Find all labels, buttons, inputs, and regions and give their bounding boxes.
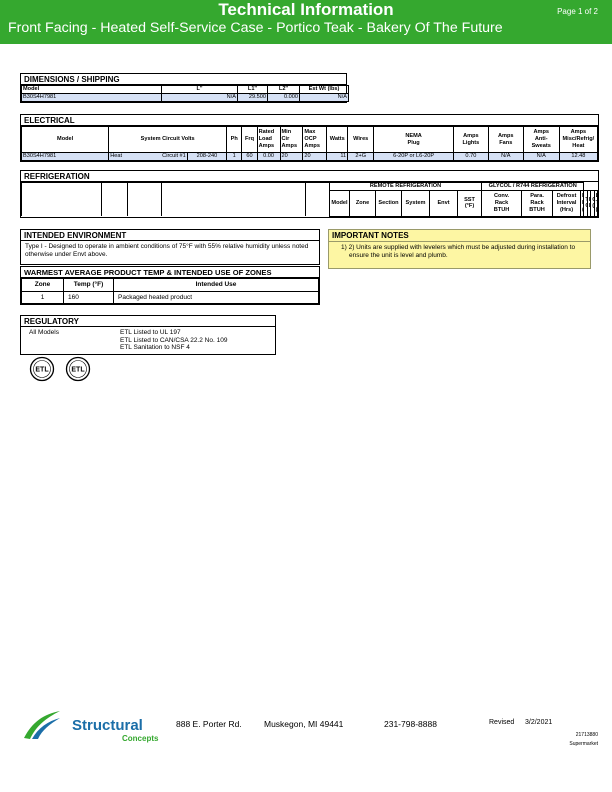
warmest-use: Packaged heated product [114,292,319,304]
dim-l: N/A [162,93,238,101]
svg-text:ETL: ETL [35,366,49,374]
elec-frq: 60 [242,153,257,161]
refr-header-para: Para. Rack BTUH [522,190,553,216]
etl-sanitation-logo [65,356,91,382]
page-number: Page 1 of 2 [557,7,598,16]
elec-wires: 2+G [348,153,374,161]
elec-model: B30S4H7981 [22,153,109,161]
list-item: ETL Listed to UL 197 [120,329,181,336]
elec-header-wires: Wires [348,127,374,153]
list-item: ETL Listed to CAN/CSA 22.2 No. 109 [120,336,228,344]
footer-phone: 231-798-8888 [384,719,437,729]
dim-header-model: Model [22,86,162,94]
swoosh-icon [22,708,62,742]
elec-nema: 6-20P or L6-20P [374,153,454,161]
table-row [22,292,319,304]
important-notes-heading: IMPORTANT NOTES [329,230,590,242]
refr-header-defdur [581,190,584,216]
table-row [22,153,598,161]
warmest-temp-heading: WARMEST AVERAGE PRODUCT TEMP & INTENDED USE OF ZONES [21,267,319,278]
elec-header-rla: Rated Load Amps [257,127,280,153]
elec-header-volts: System Circuit Volts [109,127,227,153]
intended-environment-heading: INTENDED ENVIRONMENT [21,230,319,241]
refr-header-defint: Defrost Interval (Hrs) [553,190,581,216]
dim-header-l1: L1" [238,86,268,94]
regulatory-list [120,329,227,352]
elec-volts: 208-240 [187,153,226,161]
elec-mocp: 20 [303,153,327,161]
dim-header-l2: L2" [268,86,300,94]
elec-header-mca: Min Cir Amps [280,127,303,153]
warmest-temp-table [21,278,319,304]
glycol-refrigeration-label: GLYCOL / R744 REFRIGERATION [482,183,584,191]
refr-header-section: Section [376,190,402,216]
dimensions-section [20,73,347,103]
list-item: ETL Sanitation to NSF 4 [120,344,190,351]
dim-header-weight: Est Wt (lbs) [300,86,349,94]
dim-weight: N/A [300,93,349,101]
structural-concepts-logo [22,708,172,744]
elec-header-ph: Ph [227,127,242,153]
footer-address: 888 E. Porter Rd. [176,719,242,729]
refr-header-zone: Zone [350,190,376,216]
important-notes-section [328,229,591,269]
elec-mca: 20 [280,153,303,161]
table-row [22,93,349,101]
page-subtitle: Front Facing - Heated Self-Service Case - Portico Teak - Bakery Of The Future [8,20,503,36]
dimensions-heading: DIMENSIONS / SHIPPING [21,74,346,85]
warmest-header-zone: Zone [22,279,64,292]
refrigeration-heading: REFRIGERATION [21,171,598,182]
warmest-header-temp: Temp (°F) [64,279,114,292]
dim-l2: 0.000 [268,93,300,101]
document-category: Supermarket [569,741,598,747]
dim-model: B30S4H7981 [22,93,162,101]
refrigeration-table [21,182,598,217]
elec-header-frq: Frq [242,127,257,153]
document-number: 21713880 [575,732,598,738]
elec-header-misc: Amps Misc/Refrig/ Heat [559,127,597,153]
elec-antisweat: N/A [523,153,559,161]
page-header [0,0,612,44]
footer-city: Muskegon, MI 49441 [264,719,344,729]
refr-header-conv: Conv. Rack BTUH [482,190,522,216]
elec-rla: 0.00 [257,153,280,161]
elec-misc: 12.48 [559,153,597,161]
dimensions-table [21,85,349,102]
warmest-header-use: Intended Use [114,279,319,292]
elec-header-mocp: Max OCP Amps [303,127,327,153]
refrigeration-section [20,170,599,218]
elec-header-watts: Watts [327,127,348,153]
warmest-temp-section [20,266,320,305]
refr-header-liq [594,190,597,216]
elec-header-lights: Amps Lights [453,127,488,153]
regulatory-scope: All Models [29,329,59,336]
regulatory-section [20,315,276,355]
refr-header-envt: Envt [430,190,458,216]
elec-header-nema: NEMA Plug [374,127,454,153]
intended-environment-section [20,229,320,265]
electrical-section [20,114,599,162]
elec-header-antisweat: Amps Anti- Sweats [523,127,559,153]
dim-header-l: L" [162,86,238,94]
elec-header-model: Model [22,127,109,153]
etl-listed-logo [29,356,55,382]
electrical-heading: ELECTRICAL [21,115,598,126]
footer-revised-label: Revised [489,719,515,726]
elec-ph: 1 [227,153,242,161]
remote-refrigeration-label: REMOTE REFRIGERATION [330,183,482,191]
dim-l1: 29.500 [238,93,268,101]
warmest-temp: 160 [64,292,114,304]
electrical-table [21,126,598,161]
elec-fans: N/A [488,153,523,161]
elec-system: Heat Circuit #1 [110,153,186,159]
footer-revised-date: 3/2/2021 [525,719,553,726]
elec-lights: 0.70 [453,153,488,161]
important-notes-text: 1) 2) Units are supplied with levelers which must be adjusted during installation to ensure the unit is level and plumb. [341,244,576,259]
svg-text:ETL: ETL [71,366,85,374]
page-title: Technical Information [218,0,394,19]
intended-environment-text: Type I - Designed to operate in ambient conditions of 75°F with 55% relative humidity unless noted otherwise under Envt above. [25,243,309,258]
refr-header-model: Model [330,190,350,216]
brand-name-secondary: Concepts [122,734,159,743]
brand-name: Structural [72,717,143,734]
elec-watts: 11 [327,153,348,161]
elec-header-fans: Amps Fans [488,127,523,153]
refr-header-system: System [402,190,430,216]
refr-header-sst: SST (°F) [458,190,482,216]
warmest-zone: 1 [22,292,64,304]
regulatory-heading: REGULATORY [21,316,275,327]
